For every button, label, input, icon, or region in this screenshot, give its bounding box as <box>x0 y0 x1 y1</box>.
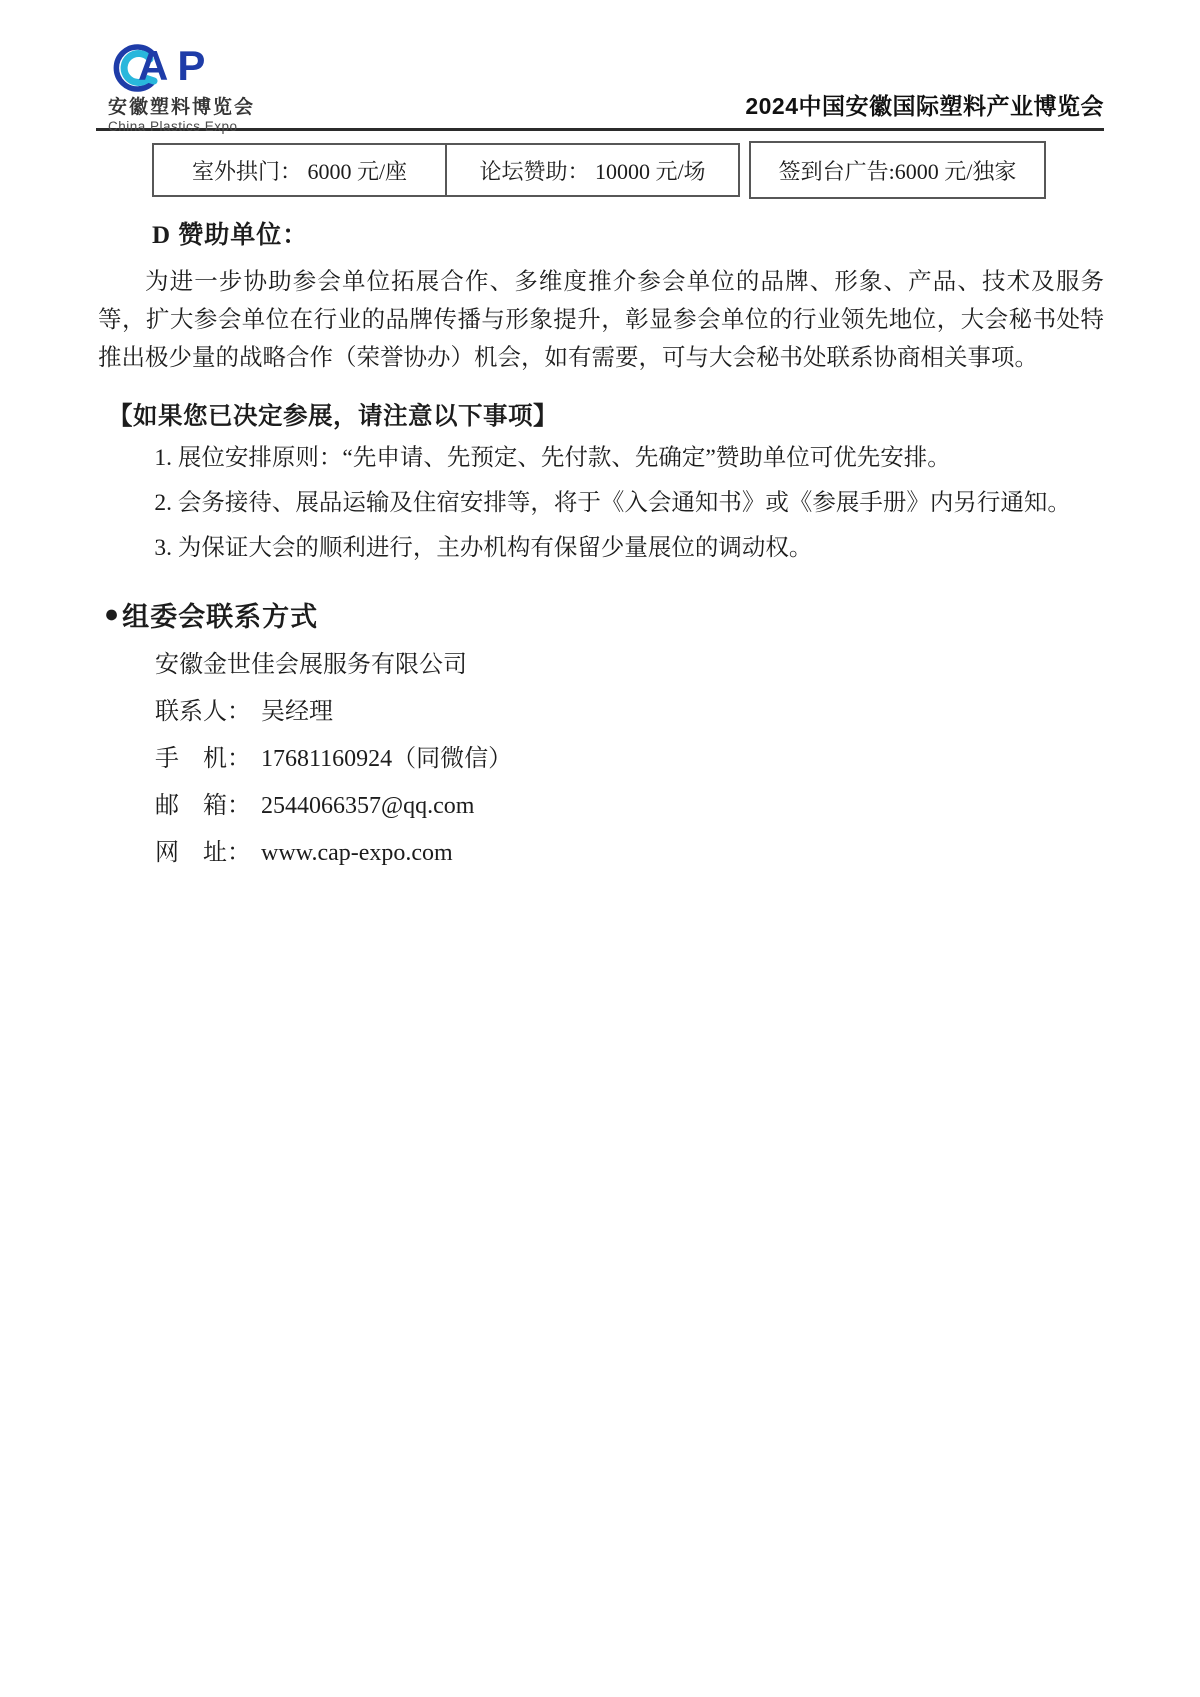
contact-info <box>155 642 1104 877</box>
price-table-left-box <box>152 143 740 197</box>
contact-section-heading <box>104 595 1104 634</box>
contact-phone-row <box>155 736 1104 783</box>
contact-heading-text: 组委会联系方式 <box>122 602 319 632</box>
contact-email-label: 邮 箱： <box>155 793 251 819</box>
contact-email-value[interactable]: 2544066357@qq.com <box>261 793 475 819</box>
contact-website-label: 网 址： <box>155 840 251 866</box>
logo-mark <box>108 42 255 94</box>
price-table <box>152 141 1104 199</box>
expo-logo <box>108 42 255 134</box>
contact-website-row <box>155 830 1104 877</box>
logo-en-name: China Plastics Expo <box>108 119 238 134</box>
contact-email-row <box>155 783 1104 830</box>
contact-phone-value: 17681160924（同微信） <box>261 746 513 772</box>
notice-item-1: 1. 展位安排原则：“先申请、先预定、先付款、先确定”赞助单位可优先安排。 <box>154 445 951 471</box>
contact-website-value[interactable]: www.cap-expo.com <box>261 840 453 866</box>
logo-cn-name: 安徽塑料博览会 <box>108 97 256 118</box>
price-cell-outdoor-arch: 室外拱门： 6000 元/座 <box>154 145 447 195</box>
price-cell-signin-ad: 签到台广告:6000 元/独家 <box>749 141 1046 199</box>
price-cell-forum-sponsor: 论坛赞助： 10000 元/场 <box>479 158 706 184</box>
sponsor-paragraph: 为进一步协助参会单位拓展合作、多维度推介参会单位的品牌、形象、产品、技术及服务等，扩大参会单位在行业的品牌传播与形象提升，彰显参会单位的行业领先地位，大会秘书处特推出极少量的战略合作（荣誉协办）机会，如有需要，可与大会秘书处联系协商相关事项。 <box>98 269 1104 371</box>
contact-company: 安徽金世佳会展服务有限公司 <box>155 652 467 678</box>
contact-phone-label: 手 机： <box>155 746 251 772</box>
notice-item-3: 3. 为保证大会的顺利进行，主办机构有保留少量展位的调动权。 <box>154 535 813 561</box>
logo-letters: AP <box>138 42 215 89</box>
contact-person-label: 联系人： <box>155 699 251 725</box>
page-header-title: 2024中国安徽国际塑料产业博览会 <box>745 93 1104 119</box>
notice-item-2: 2. 会务接待、展品运输及住宿安排等，将于《入会通知书》或《参展手册》内另行通知。 <box>154 490 1071 516</box>
bullet-icon: ● <box>104 600 121 628</box>
page-header <box>96 42 1104 134</box>
sponsor-section-heading: D 赞助单位： <box>152 222 309 249</box>
contact-person-row <box>155 689 1104 736</box>
notice-section-heading: 【如果您已决定参展，请注意以下事项】 <box>108 403 558 430</box>
contact-person-value: 吴经理 <box>261 699 333 725</box>
